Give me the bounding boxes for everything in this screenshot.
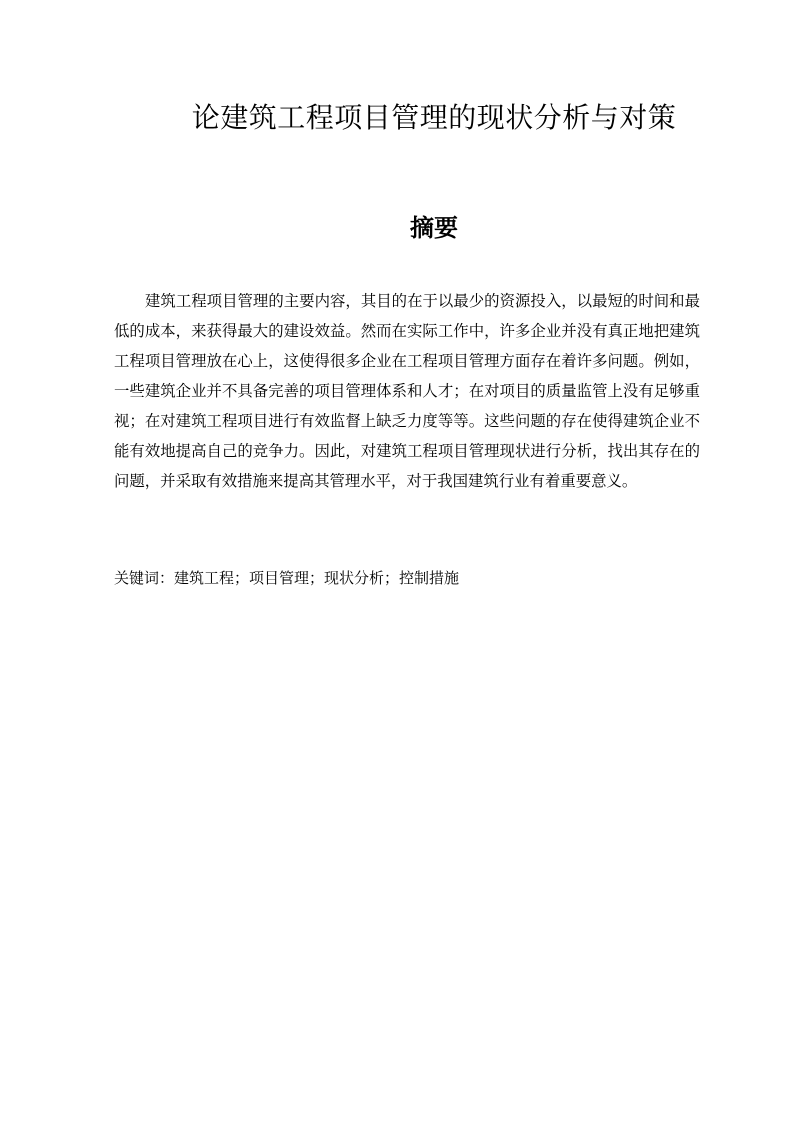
document-title: 论建筑工程项目管理的现状分析与对策 [191,101,677,134]
abstract-paragraph: 建筑工程项目管理的主要内容，其目的在于以最少的资源投入，以最短的时间和最低的成本，来获得最大的建设效益。然而在实际工作中，许多企业并没有真正地把建筑工程项目管理放在心上，这使得很多企业在工程项目管理方面存在着许多问题。例如，一些建筑企业并不具备完善的项目管理体系和人才；在对项目的质量监管上没有足够重视；在对建筑工程项目进行有效监督上缺乏力度等等。这些问题的存在使得建筑企业不能有效地提高自己的竞争力。因此，对建筑工程项目管理现状进行分析，找出其存在的问题，并采取有效措施来提高其管理水平，对于我国建筑行业有着重要意义。 [114,292,700,490]
keywords-list: 建筑工程；项目管理；现状分析；控制措施 [174,569,460,587]
keywords-line [114,565,700,591]
abstract-heading: 摘要 [410,214,458,242]
keywords-label: 关键词： [114,569,175,587]
